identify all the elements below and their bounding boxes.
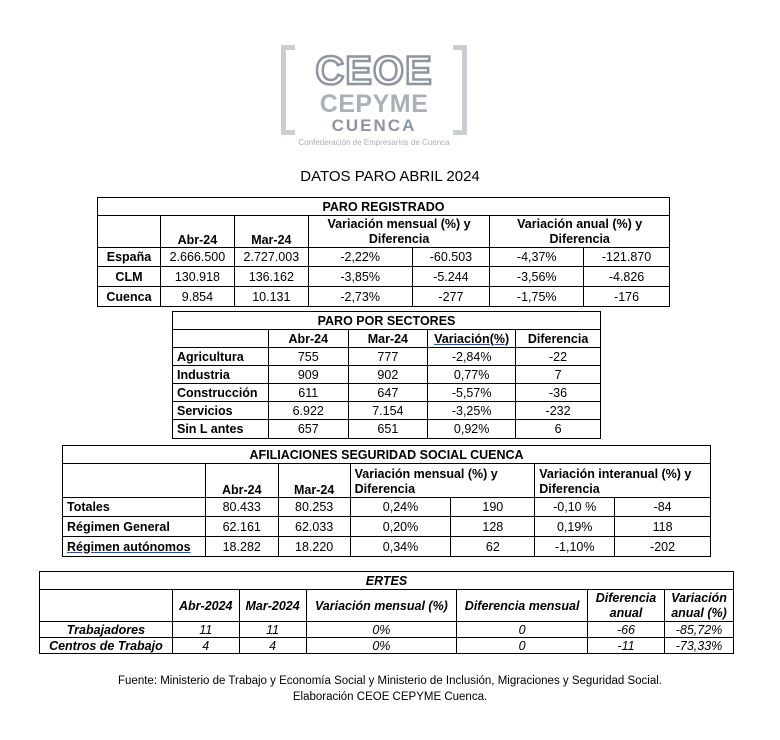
header-var-mensual: Variación mensual (%) y Diferencia <box>308 216 490 248</box>
cell-abr: 909 <box>268 366 348 384</box>
logo-line-3: CUENCA <box>331 116 417 135</box>
cell-abr: 18.282 <box>205 537 278 557</box>
cell-dif-a: 118 <box>615 517 711 537</box>
cell-abr: 2.666.500 <box>160 248 234 267</box>
logo-line-4: Confederación de Empresarios de Cuenca <box>298 138 450 147</box>
table-row <box>40 622 734 638</box>
table-row <box>98 267 670 287</box>
logo-line-2: CEPYME <box>319 90 429 118</box>
cell-abr: 80.433 <box>205 498 278 517</box>
document-title: DATOS PARO ABRIL 2024 <box>300 168 480 185</box>
cell-mar: 2.727.003 <box>234 248 308 267</box>
header-var-mensual: Variación mensual (%) y Diferencia <box>350 464 535 498</box>
cell-dif-m: 0 <box>457 638 588 654</box>
cell-mar: 651 <box>348 420 428 439</box>
cell-abr: 11 <box>172 622 239 638</box>
cell-dif-m: 0 <box>457 622 588 638</box>
cell-dif: 7 <box>516 366 601 384</box>
cell-var-a: -1,75% <box>490 287 584 307</box>
header-var-anual: Variación anual (%) <box>664 590 733 622</box>
row-label: Cuenca <box>98 287 161 307</box>
row-label: Sin L antes <box>173 420 269 439</box>
row-label: Régimen autónomos <box>63 537 206 557</box>
table-row <box>173 384 601 402</box>
cell-var-m: 0,24% <box>350 498 451 517</box>
table-row <box>40 638 734 654</box>
cell-abr: 4 <box>172 638 239 654</box>
paro-registrado-title: PARO REGISTRADO <box>98 198 670 216</box>
header-empty <box>40 590 173 622</box>
header-var-anual: Variación anual (%) y Diferencia <box>490 216 670 248</box>
header-var-mensual: Variación mensual (%) <box>306 590 457 622</box>
cell-dif-m: 62 <box>451 537 535 557</box>
ertes-table <box>39 571 734 654</box>
cell-var-a: -0,10 % <box>535 498 615 517</box>
cell-var-m: 0% <box>306 622 457 638</box>
cell-abr: 657 <box>268 420 348 439</box>
row-label: Centros de Trabajo <box>40 638 173 654</box>
cell-dif-m: 128 <box>451 517 535 537</box>
paro-sectores-title: PARO POR SECTORES <box>173 312 601 330</box>
paro-registrado-table <box>97 197 670 307</box>
cell-dif-m: -60.503 <box>412 248 490 267</box>
row-label: Industria <box>173 366 269 384</box>
cell-var-m: 0% <box>306 638 457 654</box>
cell-dif-m: 190 <box>451 498 535 517</box>
header-mar: Mar-2024 <box>239 590 306 622</box>
cell-var-a: -4,37% <box>490 248 584 267</box>
table-row <box>98 287 670 307</box>
cell-dif-m: -277 <box>412 287 490 307</box>
cell-var-a: -1,10% <box>535 537 615 557</box>
cell-var: 0,77% <box>428 366 516 384</box>
header-abr: Abr-24 <box>268 330 348 348</box>
source-footer: Fuente: Ministerio de Trabajo y Economía Social y Ministerio de Inclusión, Migraciones y Seguridad Social. Elaboración CEOE CEPYME Cuenca. <box>118 675 662 703</box>
cell-mar: 7.154 <box>348 402 428 420</box>
row-label: Agricultura <box>173 348 269 366</box>
cell-var: -2,84% <box>428 348 516 366</box>
cell-dif: -22 <box>516 348 601 366</box>
header-diferencia: Diferencia <box>516 330 601 348</box>
cell-mar: 10.131 <box>234 287 308 307</box>
cell-var-a: -73,33% <box>664 638 733 654</box>
cell-dif-a: -66 <box>588 622 665 638</box>
header-mar: Mar-24 <box>234 216 308 248</box>
table-row <box>173 366 601 384</box>
cell-dif: -36 <box>516 384 601 402</box>
cell-abr: 62.161 <box>205 517 278 537</box>
table-row <box>173 402 601 420</box>
table-row <box>173 348 601 366</box>
cell-mar: 777 <box>348 348 428 366</box>
header-variacion: Variación(%) <box>428 330 516 348</box>
cell-dif-a: -202 <box>615 537 711 557</box>
cell-mar: 136.162 <box>234 267 308 287</box>
header-empty <box>63 464 206 498</box>
table-row <box>63 498 711 517</box>
ertes-title: ERTES <box>40 572 734 590</box>
header-mar: Mar-24 <box>348 330 428 348</box>
row-label: Construcción <box>173 384 269 402</box>
row-label: Régimen General <box>63 517 206 537</box>
row-label: Trabajadores <box>40 622 173 638</box>
cell-var-m: -3,85% <box>308 267 412 287</box>
row-label: Servicios <box>173 402 269 420</box>
cell-var-m: -2,73% <box>308 287 412 307</box>
header-var-interanual: Variación interanual (%) y Diferencia <box>535 464 711 498</box>
header-mar: Mar-24 <box>278 464 350 498</box>
cell-dif-a: -176 <box>584 287 670 307</box>
ceoe-cepyme-logo <box>281 45 467 150</box>
cell-var-a: -85,72% <box>664 622 733 638</box>
row-label: España <box>98 248 161 267</box>
cell-var-m: -2,22% <box>308 248 412 267</box>
cell-var-a: -3,56% <box>490 267 584 287</box>
cell-mar: 902 <box>348 366 428 384</box>
cell-var-m: 0,34% <box>350 537 451 557</box>
cell-mar: 62.033 <box>278 517 350 537</box>
cell-mar: 647 <box>348 384 428 402</box>
cell-dif-m: -5.244 <box>412 267 490 287</box>
cell-mar: 4 <box>239 638 306 654</box>
afiliaciones-table <box>62 445 711 557</box>
logo-line-1: CEOE <box>315 49 433 93</box>
cell-var-m: 0,20% <box>350 517 451 537</box>
row-label: CLM <box>98 267 161 287</box>
cell-mar: 11 <box>239 622 306 638</box>
table-row <box>98 248 670 267</box>
row-label: Totales <box>63 498 206 517</box>
cell-var-a: 0,19% <box>535 517 615 537</box>
cell-dif-a: -11 <box>588 638 665 654</box>
cell-dif-a: -121.870 <box>584 248 670 267</box>
header-dif-mensual: Diferencia mensual <box>457 590 588 622</box>
cell-abr: 130.918 <box>160 267 234 287</box>
afiliaciones-title: AFILIACIONES SEGURIDAD SOCIAL CUENCA <box>63 446 711 464</box>
cell-var: -3,25% <box>428 402 516 420</box>
paro-sectores-table <box>172 311 601 439</box>
cell-mar: 80.253 <box>278 498 350 517</box>
cell-var: 0,92% <box>428 420 516 439</box>
cell-dif-a: -4.826 <box>584 267 670 287</box>
table-row <box>63 517 711 537</box>
header-empty <box>98 216 161 248</box>
header-empty <box>173 330 269 348</box>
cell-abr: 755 <box>268 348 348 366</box>
header-dif-anual: Diferencia anual <box>588 590 665 622</box>
table-row <box>63 537 711 557</box>
cell-var: -5,57% <box>428 384 516 402</box>
cell-dif: -232 <box>516 402 601 420</box>
table-row <box>173 420 601 439</box>
cell-mar: 18.220 <box>278 537 350 557</box>
cell-abr: 6.922 <box>268 402 348 420</box>
cell-abr: 611 <box>268 384 348 402</box>
cell-dif: 6 <box>516 420 601 439</box>
cell-dif-a: -84 <box>615 498 711 517</box>
header-abr: Abr-24 <box>160 216 234 248</box>
header-abr: Abr-2024 <box>172 590 239 622</box>
cell-abr: 9.854 <box>160 287 234 307</box>
header-abr: Abr-24 <box>205 464 278 498</box>
